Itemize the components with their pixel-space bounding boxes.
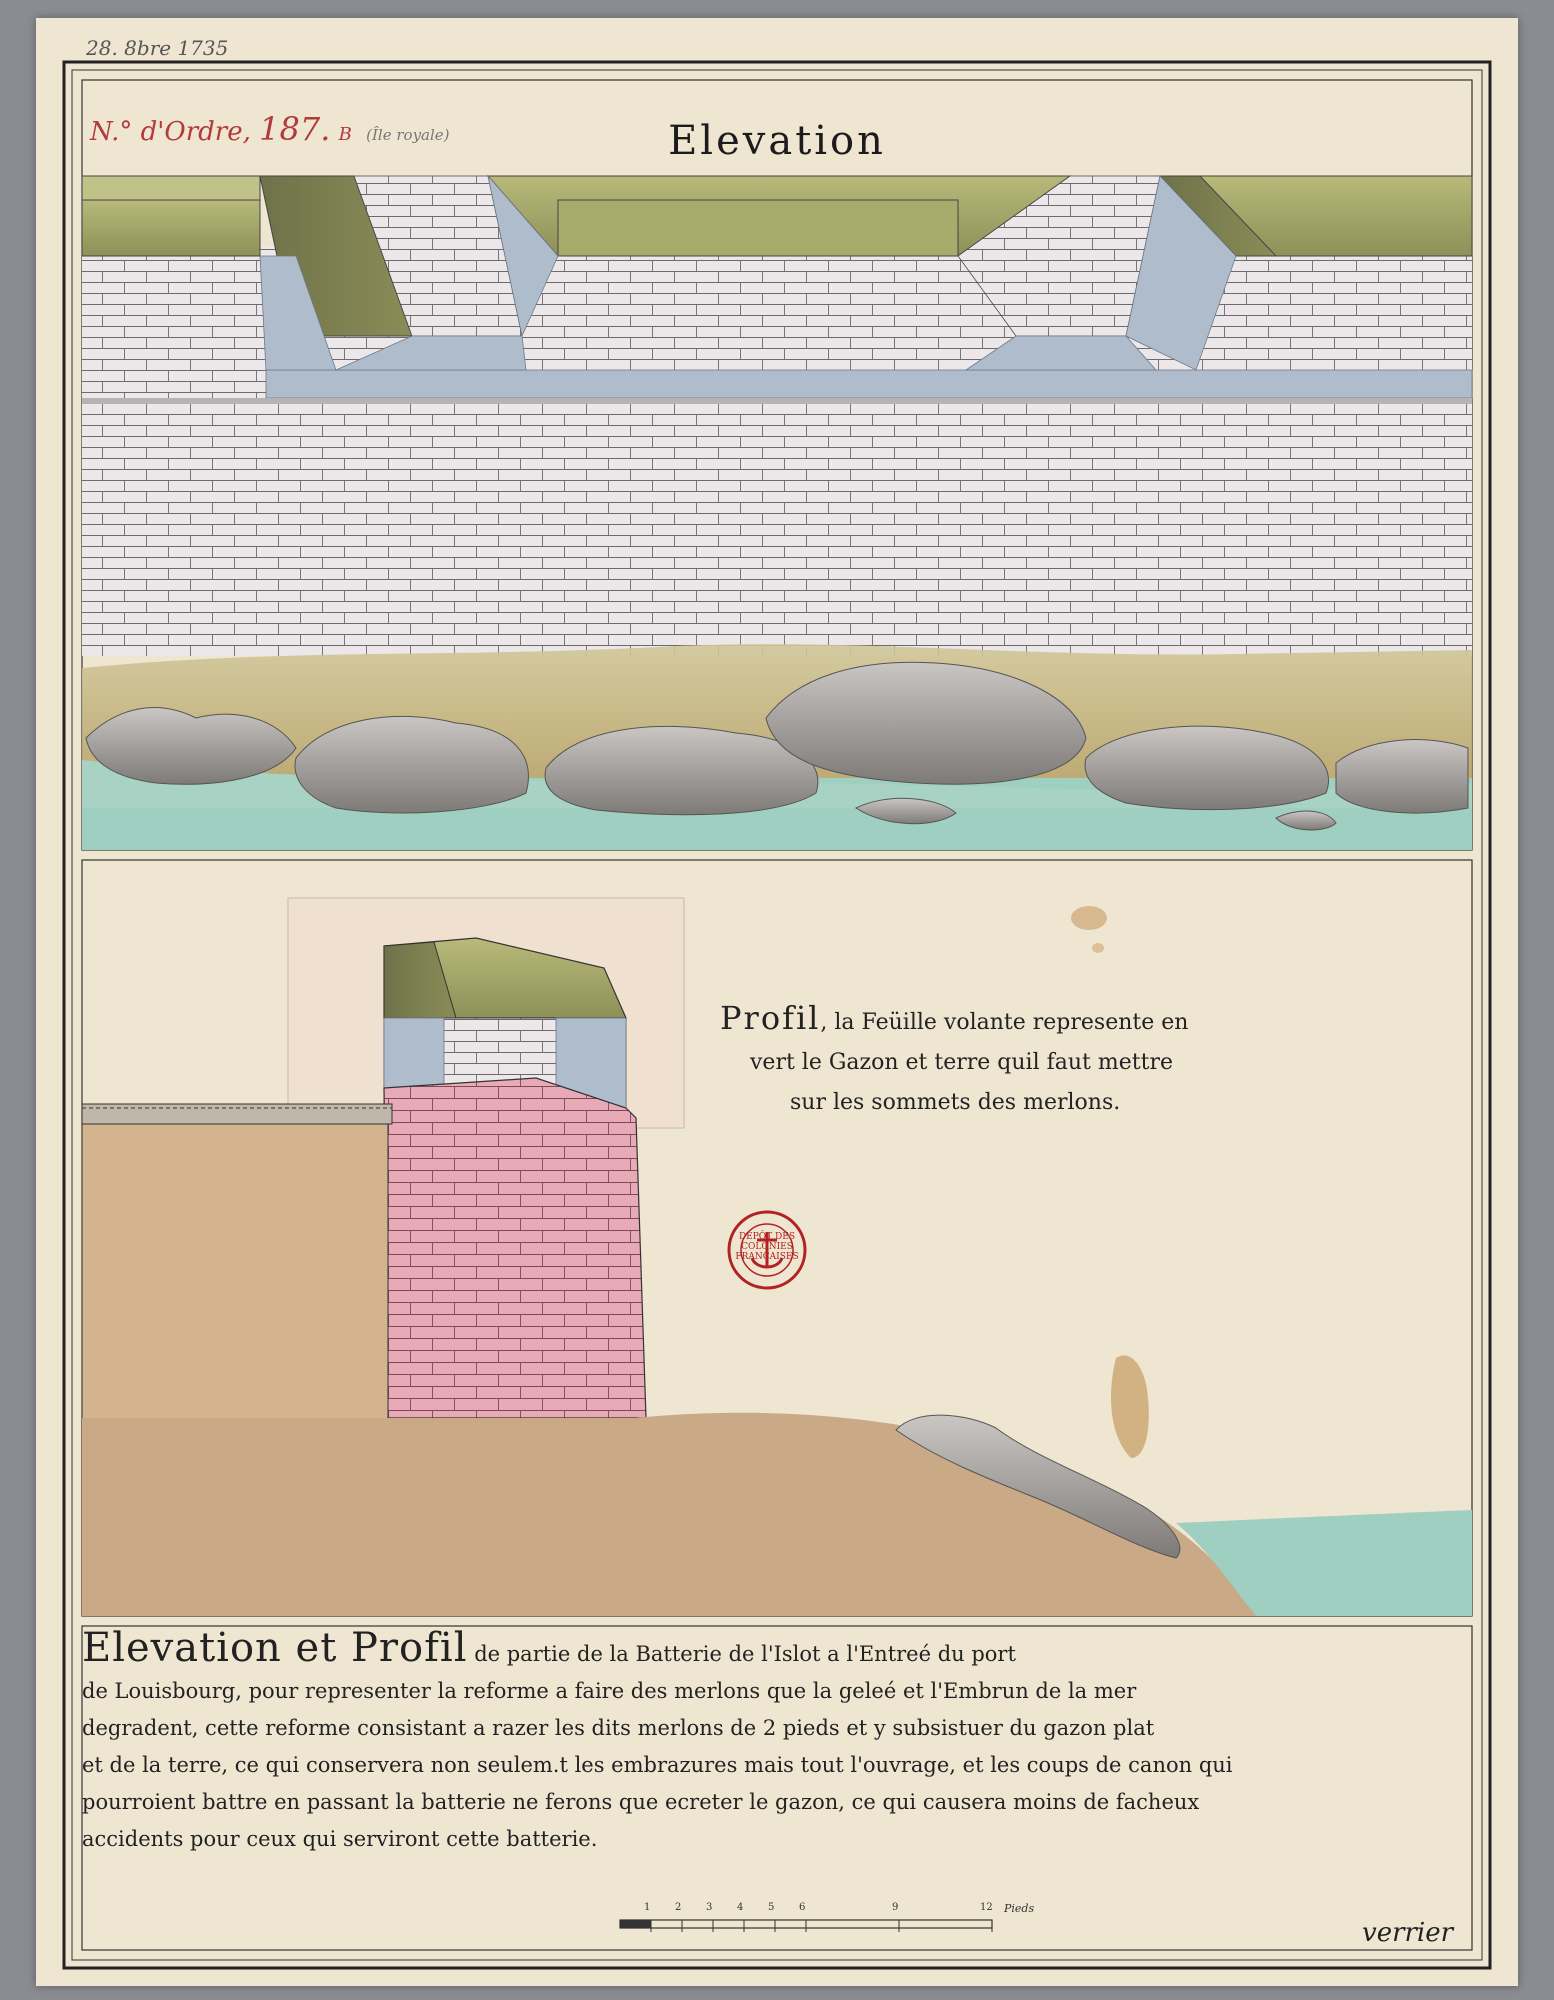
scale-bar (620, 1920, 992, 1932)
caption (82, 1625, 1492, 1858)
date-note: 28. 8bre 1735 (86, 36, 229, 60)
scale-tick-12: 12 (980, 1902, 993, 1913)
caption-heading: Elevation et Profil (82, 1625, 468, 1671)
signature: verrier (1362, 1918, 1454, 1948)
pink-wall (384, 1078, 646, 1418)
profil-heading: Profil (720, 999, 821, 1037)
order-prefix: N.° d'Ordre, (90, 117, 251, 147)
profil-line-3: sur les sommets des merlons. (790, 1090, 1121, 1115)
order-small-note: (Île royale) (366, 126, 450, 144)
scale-tick-4: 4 (737, 1902, 744, 1913)
profil-line-1: , la Feüille volante represente en (820, 1010, 1189, 1035)
caption-line-4: et de la terre, ce qui conservera non seulem.t les embrazures mais tout l'ouvrage, et les coups de canon qui (82, 1753, 1233, 1777)
scale-tick-9: 9 (892, 1902, 899, 1913)
scale-tick-3: 3 (706, 1902, 713, 1913)
caption-line-3: degradent, cette reforme consistant a razer les dits merlons de 2 pieds et y subsistuer du gazon plat (82, 1716, 1155, 1740)
order-number: 187. (259, 110, 331, 148)
caption-line-6: accidents pour ceux qui serviront cette batterie. (82, 1827, 598, 1851)
caption-line-2: de Louisbourg, pour representer la reforme a faire des merlons que la geleé et l'Embrun de la mer (82, 1679, 1137, 1703)
order-suffix: B (338, 124, 352, 145)
caption-line-5: pourroient battre en passant la batterie ne ferons que ecreter le gazon, ce qui causera moins de facheux (82, 1790, 1200, 1814)
profil-line-2: vert le Gazon et terre quil faut mettre (750, 1050, 1173, 1075)
scale-unit: Pieds (1004, 1902, 1035, 1915)
stain (1111, 1355, 1149, 1458)
elevation-title: Elevation (668, 118, 886, 164)
scale-tick-2: 2 (675, 1902, 682, 1913)
scale-tick-6: 6 (799, 1902, 806, 1913)
scale-tick-1: 1 (644, 1902, 651, 1913)
scale-tick-5: 5 (768, 1902, 775, 1913)
caption-line-1: de partie de la Batterie de l'Islot a l'Entreé du port (467, 1642, 1016, 1666)
stamp-text: DÉPÔT DES COLONIES FRANÇAISES (735, 1232, 799, 1262)
map-sheet (36, 18, 1518, 1986)
profil-text (720, 998, 1188, 1123)
